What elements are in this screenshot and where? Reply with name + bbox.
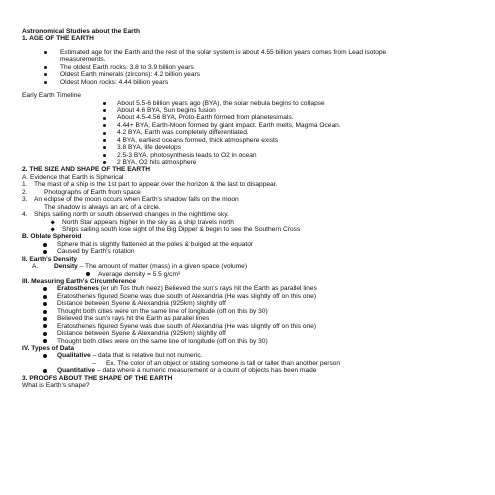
bullet-icon: [103, 102, 106, 105]
bullet-icon: [103, 154, 106, 157]
bullet-icon: [43, 287, 47, 291]
list-item: Believed the sun's rays hit the Earth as parallel lines: [22, 315, 482, 322]
list-item: Oldest Moon rocks: 4.44 billion years: [22, 79, 482, 86]
bullet-icon: [103, 161, 106, 164]
diamond-bullet-icon: [50, 227, 55, 232]
density-definition: A. Density – The amount of matter (mass) in a given space (volume): [32, 263, 248, 271]
bullet-icon: [103, 132, 106, 135]
section-data-types-heading: IV. Types of Data: [22, 344, 75, 352]
document-title: Astronomical Studies about the Earth: [22, 28, 140, 35]
subsection-spherical: A. Evidence that Earth is Spherical: [22, 173, 124, 181]
bullet-icon: [43, 302, 47, 306]
bullet-icon: [43, 250, 47, 254]
bullet-icon: [43, 339, 47, 343]
section-size-heading: 2. THE SIZE AND SHAPE OF THE EARTH: [22, 166, 150, 174]
bullet-icon: [103, 109, 106, 112]
bullet-icon: [43, 317, 47, 321]
list-item: Distance between Syene & Alexandria (925km) slightly off: [22, 300, 482, 307]
bullet-icon: [43, 295, 47, 299]
list-item: Distance between Syene & Alexandria (925km) slightly off: [22, 330, 482, 337]
bullet-icon: [43, 324, 47, 328]
bullet-icon: [44, 73, 47, 76]
list-item: Thought both cities were on the same line of longitude (off on this by 30): [22, 308, 482, 315]
bullet-icon: [43, 243, 47, 247]
section-age-heading: 1. AGE OF THE EARTH: [22, 35, 94, 43]
timeline-item: 3.8 BYA, life develops: [22, 144, 482, 151]
list-item: The oldest Earth rocks: 3.8 to 3.9 billion years: [22, 64, 482, 71]
bullet-icon: [103, 124, 106, 127]
bullet-icon: [44, 51, 47, 54]
numbered-item: 3. An eclipse of the moon occurs when Earth's shadow falls on the moon: [22, 196, 239, 204]
list-item: Estimated age for the Earth and the rest of the solar system is about 4.55 billion years comes from Lead isotope: [22, 49, 482, 56]
diamond-bullet-icon: [50, 220, 55, 225]
timeline-item: About 4.6 BYA, Sun begins fusion: [22, 107, 482, 114]
question-text: What is Earth's shape?: [22, 382, 90, 390]
bullet-icon: [44, 66, 47, 69]
list-item: Thought both cities were on the same line of longitude (off on this by 30): [22, 338, 482, 345]
timeline-item: About 4.5-4.56 BYA, Proto-Earth formed from planetesimals.: [22, 114, 482, 121]
timeline-item: 2 BYA, O2 hits atmosphere: [22, 159, 482, 166]
list-item: Eratosthenes figured Syene was due south of Alexandria (He was slightly off on this one): [22, 323, 482, 330]
document-page: [22, 28, 482, 390]
bullet-icon: [43, 310, 47, 314]
bullet-icon: [43, 332, 47, 336]
bullet-icon: [103, 117, 106, 120]
timeline-item: 2.5-3 BYA, photosynthesis leads to O2 in ocean: [22, 152, 482, 159]
list-item: Caused by Earth's rotation: [22, 248, 482, 255]
section-proofs-heading: 3. PROOFS ABOUT THE SHAPE OF THE EARTH: [22, 374, 173, 382]
list-item: Eratosthenes (er uh Tos thuh neez) Believed the sun's rays hit the Earth as parallel lines: [22, 285, 482, 292]
numbered-item: 2. Photographs of Earth from space: [22, 188, 141, 196]
timeline-item: About 5.5-6 billion years ago (BYA), the solar nebula begins to collapse: [22, 100, 482, 107]
list-item: Eratosthenes figured Scene was due south of Alexandria (He was slightly off on this one): [22, 293, 482, 300]
list-item: Average density = 5.5 g/cm³: [22, 271, 482, 278]
list-item: Sphere that is slightly flattened at the poles & bulged at the equator: [22, 241, 482, 248]
timeline-item: 4 BYA, earliest oceans formed, thick atmosphere exists: [22, 137, 482, 144]
example-item: – Ex. The color of an object or stating someone is tall or taller than another person: [92, 359, 341, 367]
list-item: Quantitative – data where a numeric measurement or a count of objects has been made: [22, 367, 482, 374]
bullet-icon: [44, 81, 47, 84]
bullet-icon: [43, 369, 47, 373]
timeline-item: 4.44+ BYA, Earth-Moon formed by giant impact. Earth melts, Magma Ocean.: [22, 122, 482, 129]
numbered-item: 1. The mast of a ship is the 1st part to appear over the horizon & the last to disappear.: [22, 181, 278, 189]
bullet-icon: [86, 272, 90, 276]
bullet-icon: [43, 354, 47, 358]
timeline-item: 4.2 BYA, Earth was completely differentiated.: [22, 129, 482, 136]
list-item: Oldest Earth minerals (zircons): 4.2 billion years: [22, 71, 482, 78]
list-item: Qualitative – data that is relative but not numeric.: [22, 352, 482, 359]
subsection-oblate: B. Oblate Spheroid: [22, 233, 82, 241]
timeline-heading: Early Earth Timeline: [22, 92, 81, 100]
section-circumference-heading: III. Measuring Earth's Circumference: [22, 278, 137, 285]
numbered-item-continuation: The shadow is always an arc of a circle.: [44, 203, 161, 211]
list-item: North Star appears higher in the sky as a ship travels north: [22, 219, 482, 226]
section-density-heading: II. Earth's Density: [22, 255, 78, 263]
numbered-item: 4. Ships sailing north or south observed changes in the nighttime sky.: [22, 211, 229, 219]
bullet-icon: [103, 146, 106, 149]
list-item-continuation: measurements.: [60, 56, 106, 64]
bullet-icon: [103, 139, 106, 142]
list-item: Ships sailing south lose sight of the Big Dipper & begin to see the Southern Cross: [22, 226, 482, 233]
